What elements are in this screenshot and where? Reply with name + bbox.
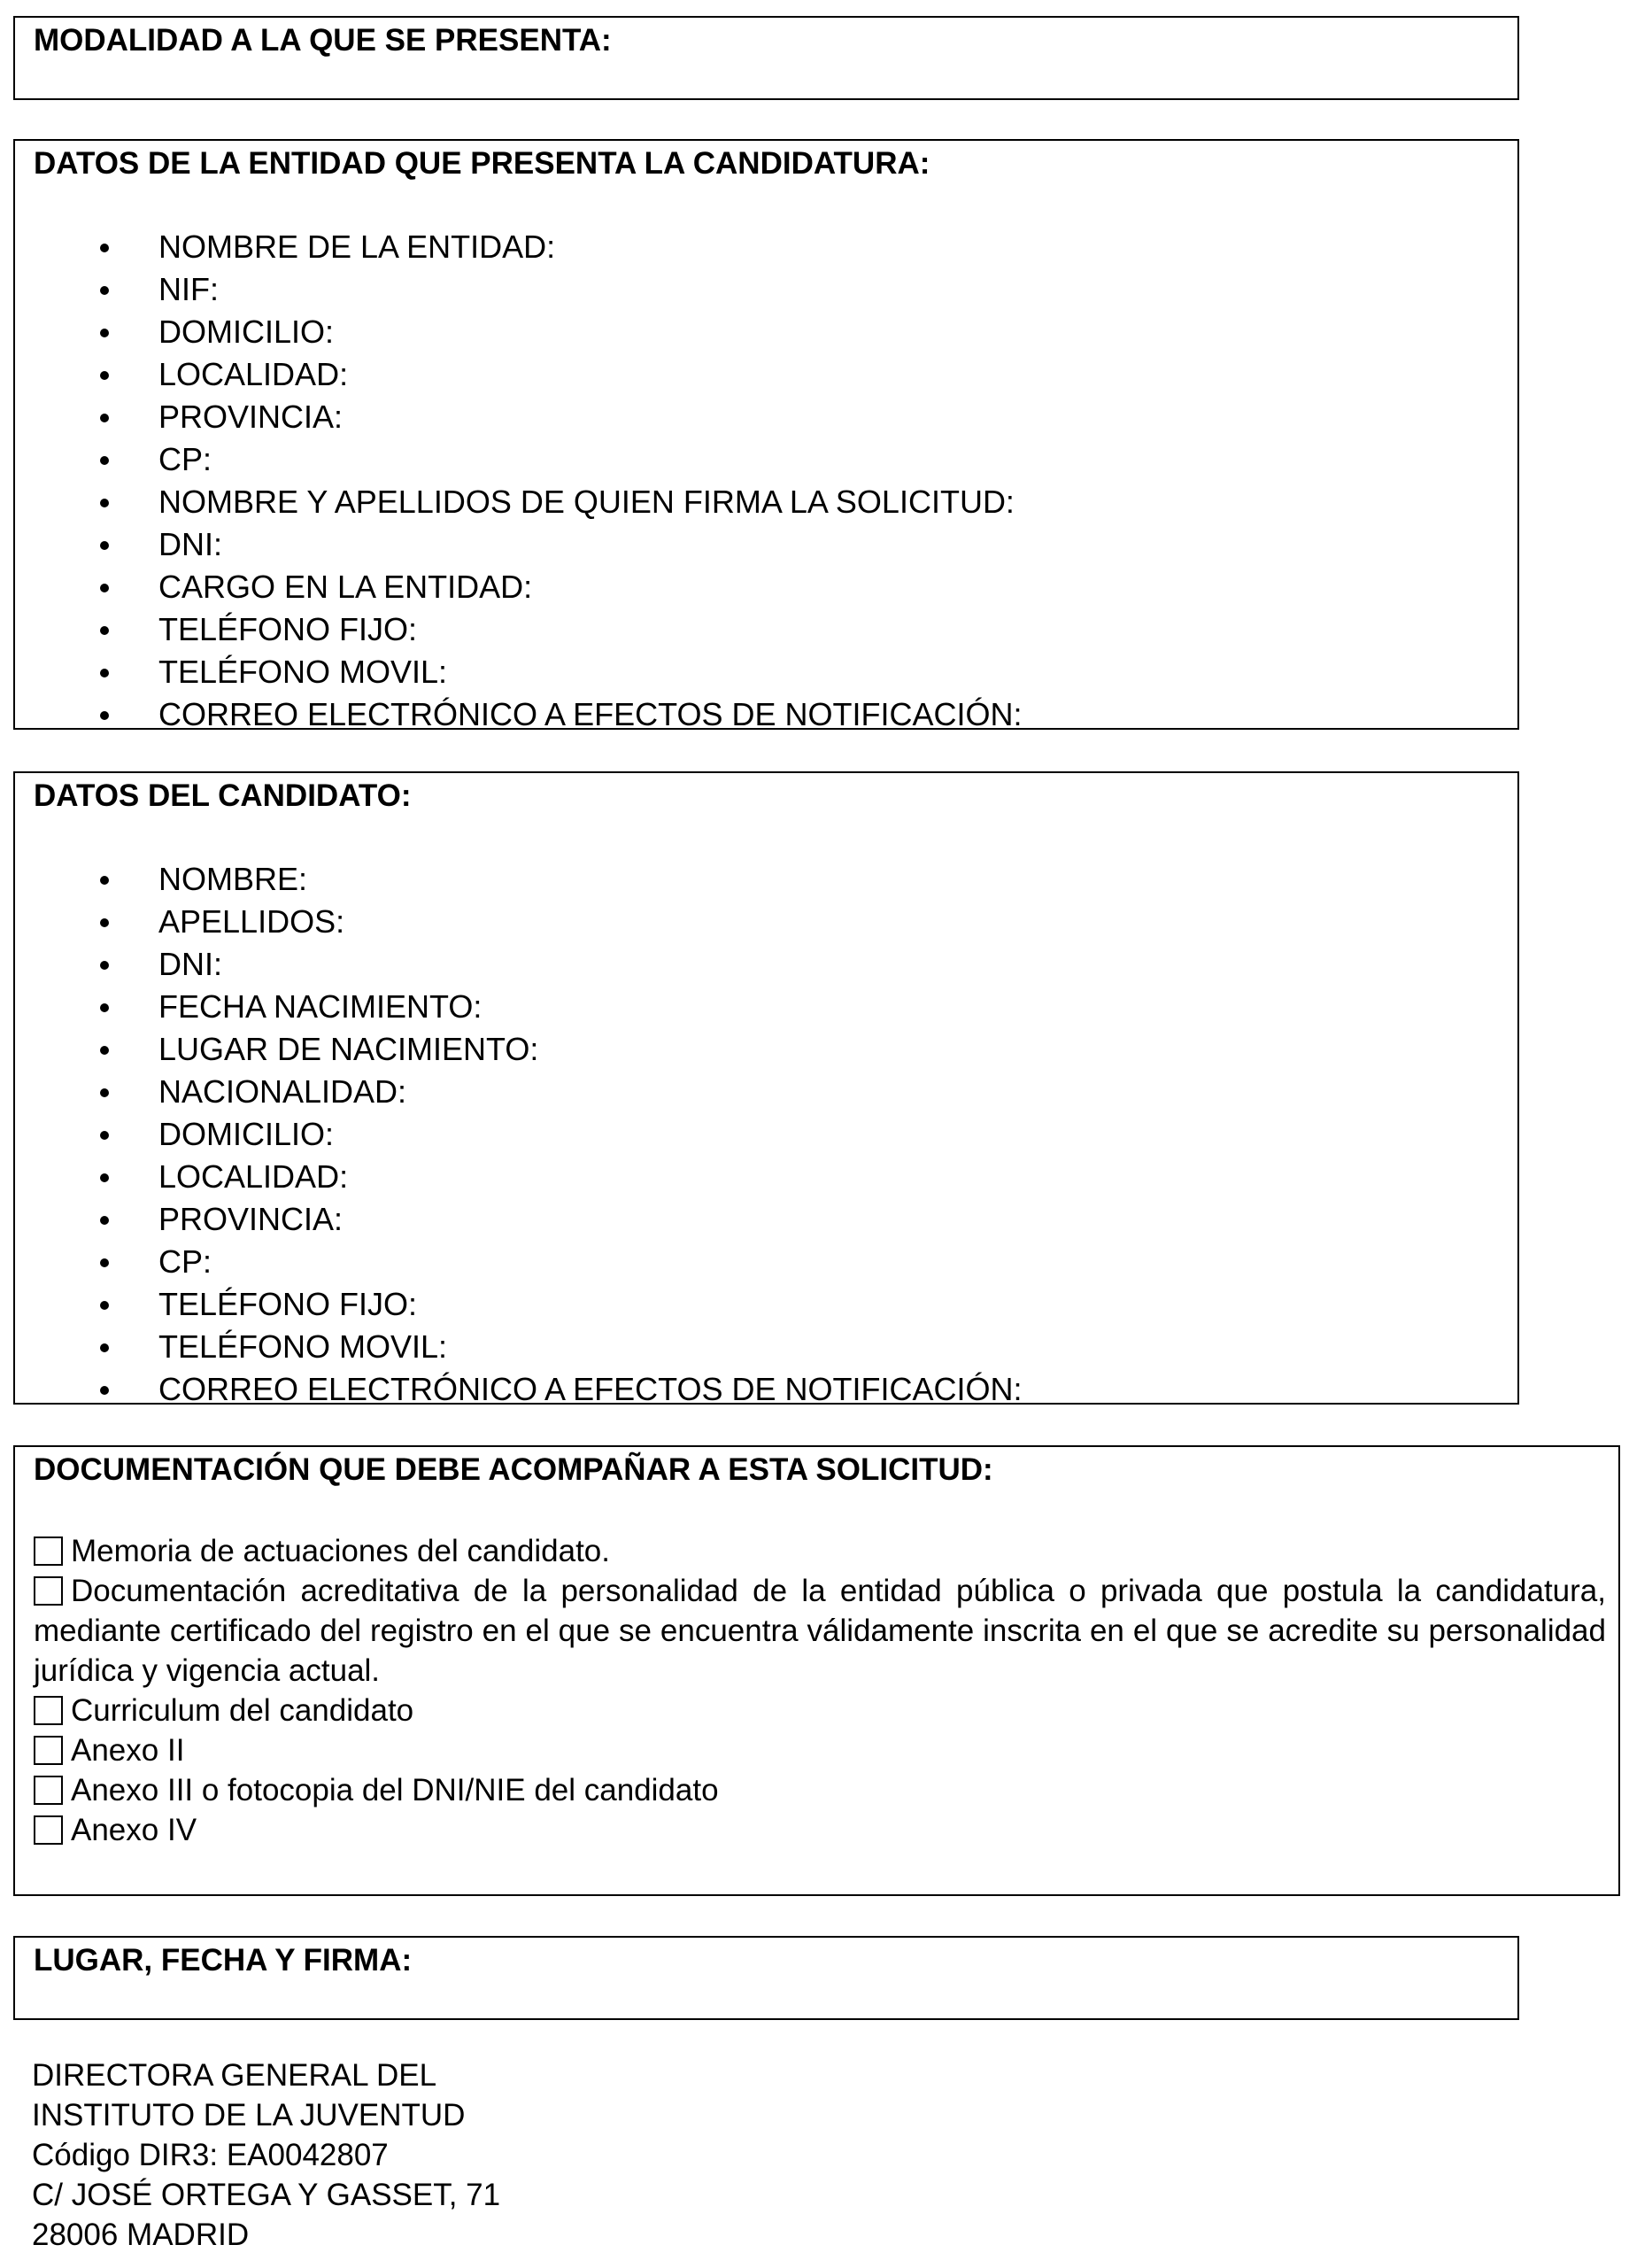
address-line: Código DIR3: EA0042807 <box>32 2138 389 2172</box>
candidato-field-apellidos: APELLIDOS: <box>15 901 1022 943</box>
entidad-field-localidad: LOCALIDAD: <box>15 353 1022 396</box>
entidad-field-nif: NIF: <box>15 268 1022 311</box>
bullet-icon <box>100 456 109 465</box>
entidad-field-list <box>15 226 1022 736</box>
checkbox[interactable] <box>34 1736 63 1765</box>
bullet-icon <box>100 626 109 635</box>
documentacion-checklist <box>34 1531 1606 1850</box>
doc-item-anexo-ii: Anexo II <box>34 1730 1606 1770</box>
checkbox[interactable] <box>34 1537 63 1566</box>
bullet-icon <box>100 244 109 252</box>
address-line: DIRECTORA GENERAL DEL <box>32 2058 437 2093</box>
candidato-field-list <box>15 858 1022 1411</box>
bullet-icon <box>100 329 109 337</box>
bullet-icon <box>100 961 109 970</box>
documentacion-title: DOCUMENTACIÓN QUE DEBE ACOMPAÑAR A ESTA SOLICITUD: <box>34 1452 993 1487</box>
candidato-field-nombre: NOMBRE: <box>15 858 1022 901</box>
bullet-icon <box>100 1088 109 1097</box>
bullet-icon <box>100 1301 109 1310</box>
bullet-icon <box>100 1046 109 1055</box>
candidato-field-provincia: PROVINCIA: <box>15 1198 1022 1241</box>
candidato-title: DATOS DEL CANDIDATO: <box>34 778 412 813</box>
modalidad-title: MODALIDAD A LA QUE SE PRESENTA: <box>34 23 612 58</box>
address-line: C/ JOSÉ ORTEGA Y GASSET, 71 <box>32 2178 501 2212</box>
entidad-field-provincia: PROVINCIA: <box>15 396 1022 438</box>
candidato-field-correo: CORREO ELECTRÓNICO A EFECTOS DE NOTIFICACIÓN: <box>15 1368 1022 1411</box>
candidato-field-domicilio: DOMICILIO: <box>15 1113 1022 1156</box>
checkbox[interactable] <box>34 1815 63 1845</box>
bullet-icon <box>100 669 109 677</box>
bullet-icon <box>100 584 109 592</box>
candidato-field-dni: DNI: <box>15 943 1022 986</box>
bullet-icon <box>100 541 109 550</box>
entidad-box <box>13 139 1519 730</box>
bullet-icon <box>100 918 109 927</box>
doc-item-anexo-iv: Anexo IV <box>34 1810 1606 1850</box>
bullet-icon <box>100 499 109 507</box>
candidato-field-localidad: LOCALIDAD: <box>15 1156 1022 1198</box>
entidad-field-telefono-fijo: TELÉFONO FIJO: <box>15 608 1022 651</box>
checkbox[interactable] <box>34 1576 63 1606</box>
candidato-field-telefono-fijo: TELÉFONO FIJO: <box>15 1283 1022 1326</box>
bullet-icon <box>100 1216 109 1225</box>
modalidad-box <box>13 16 1519 100</box>
entidad-field-domicilio: DOMICILIO: <box>15 311 1022 353</box>
entidad-title: DATOS DE LA ENTIDAD QUE PRESENTA LA CANDIDATURA: <box>34 146 930 181</box>
checkbox[interactable] <box>34 1776 63 1805</box>
bullet-icon <box>100 1131 109 1140</box>
candidato-field-lugar-nacimiento: LUGAR DE NACIMIENTO: <box>15 1028 1022 1071</box>
destinatario-address <box>32 2055 500 2255</box>
bullet-icon <box>100 1343 109 1352</box>
entidad-field-firmante: NOMBRE Y APELLIDOS DE QUIEN FIRMA LA SOLICITUD: <box>15 481 1022 523</box>
candidato-field-nacionalidad: NACIONALIDAD: <box>15 1071 1022 1113</box>
doc-item-curriculum: Curriculum del candidato <box>34 1691 1606 1730</box>
bullet-icon <box>100 711 109 720</box>
doc-item-anexo-iii: Anexo III o fotocopia del DNI/NIE del candidato <box>34 1770 1606 1810</box>
bullet-icon <box>100 876 109 885</box>
address-line: 28006 MADRID <box>32 2218 250 2252</box>
candidato-field-fecha-nacimiento: FECHA NACIMIENTO: <box>15 986 1022 1028</box>
bullet-icon <box>100 1173 109 1182</box>
entidad-field-telefono-movil: TELÉFONO MOVIL: <box>15 651 1022 693</box>
candidato-field-telefono-movil: TELÉFONO MOVIL: <box>15 1326 1022 1368</box>
firma-box <box>13 1936 1519 2020</box>
bullet-icon <box>100 371 109 380</box>
doc-item-acreditacion: Documentación acreditativa de la personalidad de la entidad pública o privada que postula la candidatura, mediante certificado del registro en el que se encuentra válidamente inscrita en el que se acredite su personalidad jurídica y vigencia actual. <box>34 1574 1606 1688</box>
checkbox[interactable] <box>34 1696 63 1725</box>
bullet-icon <box>100 1003 109 1012</box>
bullet-icon <box>100 1386 109 1395</box>
address-line: INSTITUTO DE LA JUVENTUD <box>32 2098 466 2133</box>
bullet-icon <box>100 414 109 422</box>
entidad-field-cargo: CARGO EN LA ENTIDAD: <box>15 566 1022 608</box>
entidad-field-cp: CP: <box>15 438 1022 481</box>
entidad-field-correo: CORREO ELECTRÓNICO A EFECTOS DE NOTIFICACIÓN: <box>15 693 1022 736</box>
entidad-field-nombre: NOMBRE DE LA ENTIDAD: <box>15 226 1022 268</box>
bullet-icon <box>100 1258 109 1267</box>
entidad-field-dni: DNI: <box>15 523 1022 566</box>
doc-item-memoria: Memoria de actuaciones del candidato. <box>34 1531 1606 1571</box>
candidato-box <box>13 771 1519 1405</box>
candidato-field-cp: CP: <box>15 1241 1022 1283</box>
documentacion-box <box>13 1445 1620 1896</box>
bullet-icon <box>100 286 109 295</box>
firma-title: LUGAR, FECHA Y FIRMA: <box>34 1943 413 1978</box>
